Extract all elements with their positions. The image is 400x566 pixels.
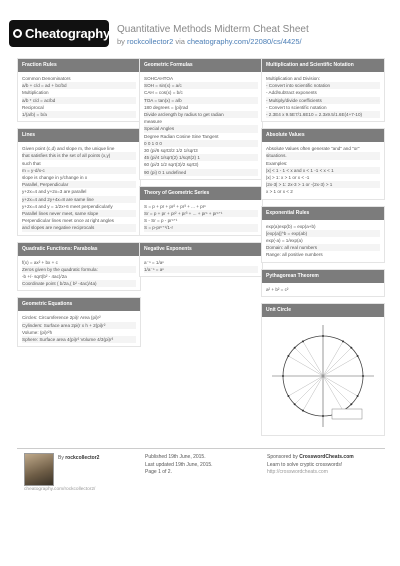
text-line: 180 degrees = (pi)rad [144, 104, 189, 110]
geometric-equations-box [17, 297, 141, 347]
text-line: Sr = p + pr + pr² + pr³ + ... + prⁿ + prⁿ⁺¹ [144, 210, 258, 217]
page-header [0, 0, 400, 58]
sheet-url-link[interactable]: cheatography.com/22080/cs/4425/ [187, 37, 302, 46]
publish-info: Published 19th June, 2015. Last updated 19th June, 2015. Page 1 of 2. [145, 454, 213, 475]
text-line: a² + b² = c² [266, 286, 289, 292]
text-line: Special Angles [144, 125, 258, 132]
box-body [262, 142, 384, 198]
text-line: a⁻ⁿ = 1/aⁿ [144, 259, 164, 265]
fraction-rules-box [17, 58, 141, 122]
unit-circle-box [261, 303, 385, 436]
box-title: Unit Circle [262, 304, 384, 317]
box-body [140, 200, 262, 235]
text-line: x > 1 or x < 2 [266, 189, 293, 195]
box-body [262, 220, 384, 262]
column-2 [139, 58, 263, 283]
text-line: and slopes are negative reciprocals [22, 224, 136, 231]
text-line: y+2x=4 and 2y+4x=8 are same line [22, 196, 136, 203]
text-line: Parallel, Perpendicular [22, 181, 136, 188]
text-line: Parallel lines never meet, same slope [22, 210, 136, 217]
box-title: Pythagorean Theorem [262, 270, 384, 283]
box-body [140, 256, 262, 276]
text-line: |x| < 1 - 1 < x and x < 1 -1 < x < 1 [266, 167, 380, 174]
column-3 [261, 58, 385, 442]
text-line: Perpendicular lines meet once at right angles [22, 218, 114, 224]
lines-box [17, 128, 141, 235]
box-title: Absolute Values [262, 129, 384, 142]
text-line: - Multiply/divide coefficients [266, 97, 380, 104]
text-line: Given point (c,d) and slope m, the unique line [22, 146, 115, 152]
page-footer [17, 448, 385, 509]
box-title: Lines [18, 129, 140, 142]
box-body [18, 72, 140, 121]
box-body [262, 72, 384, 121]
text-line: TOA = tan(x) = a/b [144, 97, 258, 104]
text-line: y+2x=4 and y+2x=3 are parallel [22, 189, 87, 195]
text-line: such that [22, 160, 41, 166]
footer-author-link[interactable]: rockcollector2 [65, 455, 100, 461]
box-title: Theory of Geometric Series [140, 187, 262, 200]
sponsor-info: Sponsored by CrosswordCheats.com Learn to solve cryptic crosswords! http://crosswordcheats.com [267, 454, 354, 475]
text-line: measure [144, 119, 162, 125]
author-url[interactable]: cheatography.com/rockcollector2/ [24, 487, 96, 492]
negative-exponents-box [139, 242, 263, 277]
text-line: S - Sr = p - prⁿ⁺¹ [144, 218, 178, 224]
text-line: Cylinders: Surface area 2pi(r x h + 2(pi)r² [22, 322, 136, 329]
exponential-rules-box [261, 206, 385, 263]
box-body [18, 142, 140, 234]
text-line: Degree Radian Cosine Sine Tangent [144, 133, 219, 139]
text-line: Coordinate point ( b/2a,( b² -4ac)/4a) [22, 280, 136, 287]
text-line: - 2.3E4 x 9.5E7/1.6E10 = 2.3x9.5/1.6E(4+7-10) [266, 111, 380, 118]
text-line: y+2x=4 and y = 1/2x+6 meet perpendicularly [22, 203, 113, 209]
text-line: m = y-d/x-c [22, 167, 136, 174]
text-line: Domain: all real numbers [266, 244, 380, 251]
text-line: Circles: Circumference 2pi(r Area (pi)r² [22, 315, 101, 321]
text-line: SOHCAHTOA [144, 76, 174, 81]
text-line: 1/a⁻ⁿ = aⁿ [144, 266, 258, 273]
unit-circle-figure [262, 317, 384, 435]
text-line: 45 (pi/4 1/sqrt(2) 1/sqrt(2) 1 [144, 154, 258, 161]
byline: by rockcollector2 via cheatography.com/22080/cs/4425/ [117, 37, 302, 46]
box-title: Fraction Rules [18, 59, 140, 72]
box-title: Geometric Equations [18, 298, 140, 311]
box-title: Exponential Rules [262, 207, 384, 220]
geometric-formulas-box [139, 58, 263, 180]
text-line: Multiplication [22, 90, 49, 96]
box-body [18, 311, 140, 346]
box-body [18, 256, 140, 291]
text-line: Divide arclength by radius to get radian [144, 111, 258, 118]
sponsor-url[interactable]: http://crosswordcheats.com [267, 469, 328, 475]
text-line: - Convert into scientific notation [266, 82, 380, 89]
cheatography-logo[interactable] [9, 20, 109, 47]
text-line: exp(-a) = 1/exp(a) [266, 238, 303, 244]
text-line: 30 (pi/6 sqrt3/2 1/2 1/sqrt3 [144, 148, 198, 154]
text-line: - Add/subtract exponents [266, 90, 317, 96]
multiplication-scientific-box [261, 58, 385, 122]
logo-icon [13, 29, 22, 38]
text-line: |2x-3| > 1: 2x-3 > 1 or -(2x-3) > 1 [266, 181, 380, 188]
text-line: 90 (pi) 0 1 undefined [144, 169, 258, 176]
text-line: exp(a)exp(b) = exp(a+b) [266, 223, 316, 229]
box-title: Negative Exponents [140, 243, 262, 256]
pythagorean-box [261, 269, 385, 297]
footer-author: By rockcollector2 [58, 455, 100, 461]
text-line: [exp(a)]^b = exp(ab) [266, 230, 380, 237]
text-line: Sphere: Surface area 4(pi)r² Volume 4/3(pi)r³ [22, 336, 136, 343]
text-line: a/b + c/d = ad + bc/bd [22, 82, 136, 89]
column-1 [17, 58, 141, 353]
text-line: a/b * c/d = ac/bd [22, 97, 136, 104]
text-line: S = p + pr + pr² + pr³ + ... + prⁿ [144, 203, 206, 209]
text-line: Common Denominators [22, 76, 71, 81]
absolute-values-box [261, 128, 385, 199]
author-avatar [24, 453, 54, 486]
text-line: 1/(a/b) = b/a [22, 111, 136, 118]
sheet-title: Quantitative Methods Midterm Cheat Sheet [117, 24, 309, 35]
box-title: Quadratic Functions: Parabolas [18, 243, 140, 256]
text-line: f(x) = ax² + bx + c [22, 259, 58, 265]
text-line: CAH = cos(x) = b/c [144, 90, 183, 96]
text-line: Zeros given by the quadratic formula: [22, 266, 136, 273]
text-line: -b +/- sqrt(b² - 4ac)/2a [22, 274, 67, 280]
text-line: Examples: [266, 160, 288, 166]
logo-text: Cheatography [25, 26, 111, 41]
text-line: 60 (pi/3 1/2 sqrt(3)/2 sqrt3) [144, 162, 199, 168]
sponsor-link[interactable]: CrosswordCheats.com [299, 454, 354, 460]
text-line: situations. [266, 152, 380, 159]
text-line: slope is change in y/change in x [22, 175, 88, 181]
box-body [140, 72, 262, 179]
text-line: SOH = sin(x) = a/c [144, 82, 258, 89]
box-body [262, 283, 384, 296]
text-line: Range: all positive numbers [266, 252, 323, 258]
text-line: Reciprocal [22, 104, 44, 110]
unit-circle-diagram [268, 321, 378, 431]
text-line: |x| > 1: x > 1 or x < -1 [266, 175, 310, 181]
box-title: Multiplication and Scientific Notation [262, 59, 384, 72]
text-line: Multiplication and Division: [266, 76, 321, 81]
geometric-series-box [139, 186, 263, 236]
text-line: that satisfies this is the set of all points (x,y) [22, 152, 136, 159]
quadratic-box [17, 242, 141, 292]
box-title: Geometric Formulas [140, 59, 262, 72]
text-line: Volume: (pi)r²h [22, 329, 53, 335]
text-line: 0 0 1 0 0 [144, 140, 258, 147]
text-line: - Convert to scientific notation [266, 104, 327, 110]
author-link[interactable]: rockcollector2 [127, 37, 174, 46]
text-line: Absolute Values often generate "and" and "or" [266, 146, 360, 152]
text-line: S = p-prⁿ⁺¹/1-r [144, 224, 258, 231]
